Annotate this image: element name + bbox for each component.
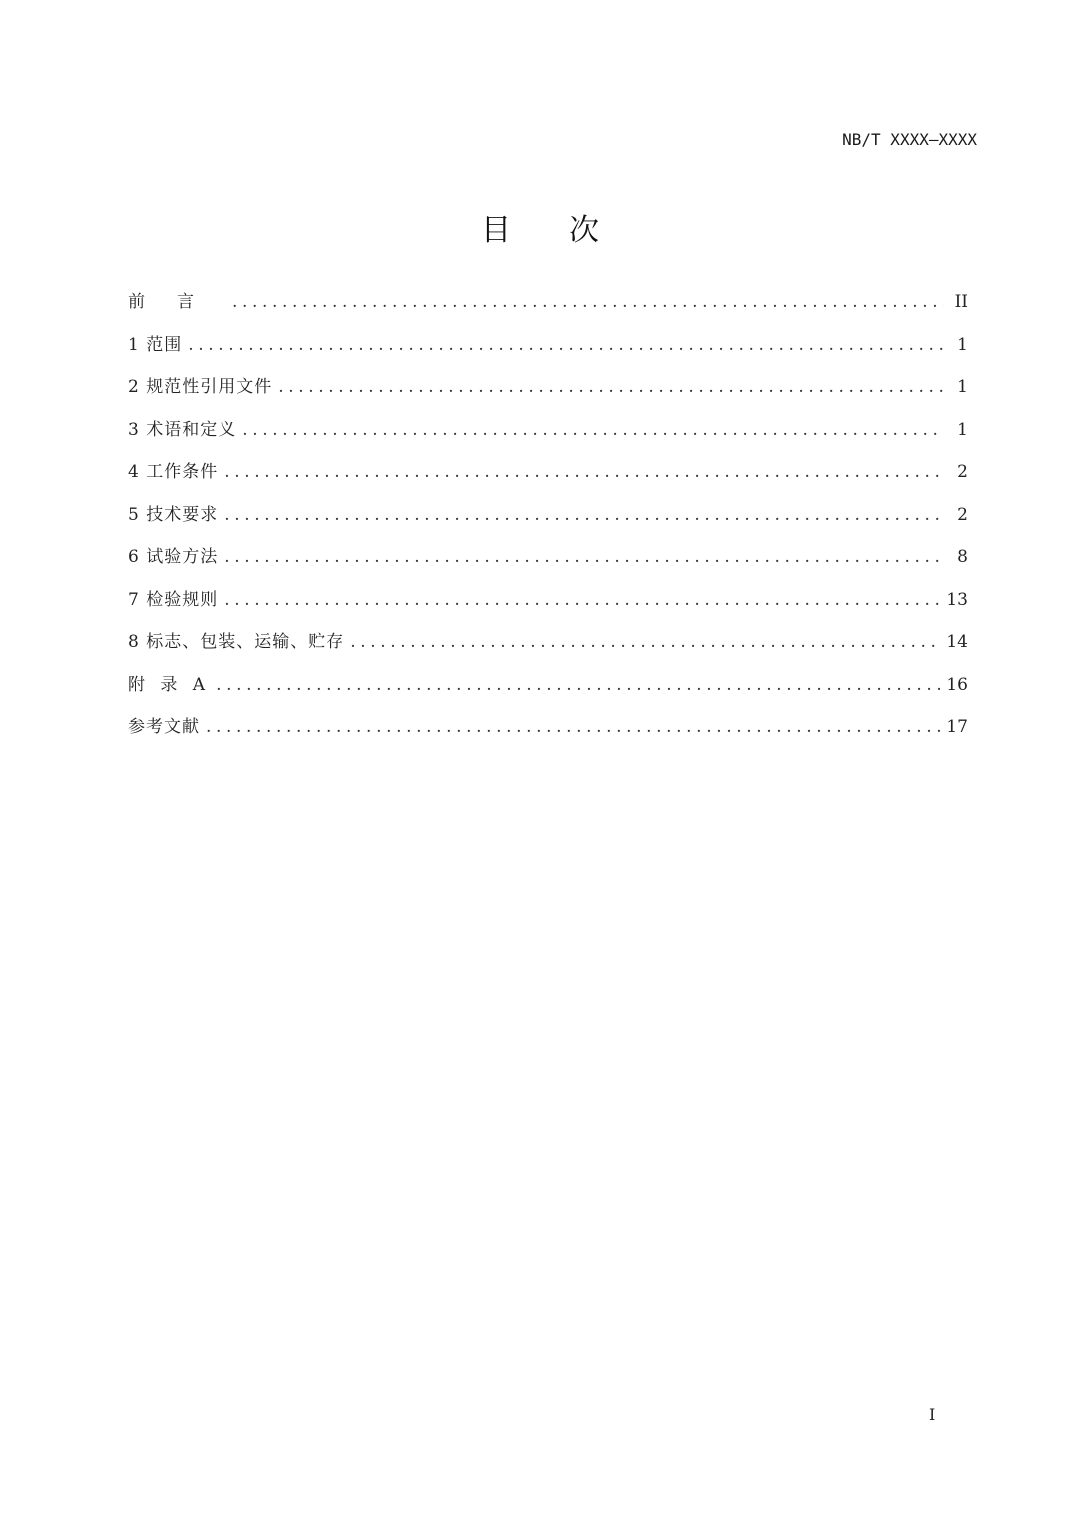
toc-entry-page: 13 bbox=[946, 589, 968, 610]
toc-entry-label: 附 录 A bbox=[128, 674, 211, 695]
document-code: NB/T XXXX—XXXX bbox=[842, 130, 977, 149]
toc-entry-label: 8 标志、包装、运输、贮存 bbox=[128, 632, 345, 652]
toc-entry-technical-requirements[interactable] bbox=[128, 501, 968, 544]
toc-dot-leader bbox=[224, 501, 944, 529]
toc-entry-page: 14 bbox=[946, 632, 968, 652]
toc-entry-foreword[interactable] bbox=[128, 288, 968, 331]
toc-entry-working-conditions[interactable] bbox=[128, 458, 968, 501]
table-of-contents bbox=[128, 288, 968, 756]
toc-dot-leader bbox=[278, 373, 944, 401]
toc-entry-page: II bbox=[954, 292, 968, 312]
toc-dot-leader bbox=[224, 586, 940, 614]
toc-entry-appendix-a[interactable] bbox=[128, 671, 968, 714]
toc-entry-normative-references[interactable] bbox=[128, 373, 968, 416]
toc-entry-page: 1 bbox=[957, 377, 968, 397]
page-number: I bbox=[929, 1405, 936, 1424]
toc-entry-page: 17 bbox=[946, 717, 968, 737]
toc-dot-leader bbox=[206, 713, 940, 741]
toc-entry-bibliography[interactable] bbox=[128, 713, 968, 756]
toc-entry-page: 1 bbox=[957, 419, 968, 440]
toc-entry-page: 1 bbox=[957, 334, 968, 355]
page-title: 目次 bbox=[481, 213, 657, 248]
toc-entry-label: 7 检验规则 bbox=[128, 589, 219, 610]
toc-entry-page: 2 bbox=[957, 504, 968, 525]
toc-entry-terms-definitions[interactable] bbox=[128, 416, 968, 459]
toc-entry-label: 参考文献 bbox=[128, 717, 200, 737]
toc-entry-label: 3 术语和定义 bbox=[128, 419, 237, 440]
toc-entry-label: 2 规范性引用文件 bbox=[128, 377, 273, 397]
toc-entry-test-methods[interactable] bbox=[128, 543, 968, 586]
toc-dot-leader bbox=[216, 671, 940, 699]
toc-entry-label: 6 试验方法 bbox=[128, 547, 219, 567]
toc-entry-scope[interactable] bbox=[128, 331, 968, 374]
toc-entry-inspection-rules[interactable] bbox=[128, 586, 968, 629]
toc-entry-label: 1 范围 bbox=[128, 334, 183, 355]
toc-dot-leader bbox=[232, 288, 944, 316]
toc-entry-page: 2 bbox=[957, 462, 968, 482]
toc-entry-marking-packaging[interactable] bbox=[128, 628, 968, 671]
toc-dot-leader bbox=[350, 628, 940, 656]
toc-entry-page: 16 bbox=[946, 674, 968, 695]
toc-dot-leader bbox=[224, 458, 944, 486]
toc-entry-label: 前言 bbox=[128, 292, 226, 312]
toc-dot-leader bbox=[224, 543, 944, 571]
toc-dot-leader bbox=[242, 416, 944, 444]
toc-dot-leader bbox=[188, 331, 944, 359]
toc-entry-label: 4 工作条件 bbox=[128, 462, 219, 482]
toc-entry-page: 8 bbox=[957, 547, 968, 567]
toc-entry-label: 5 技术要求 bbox=[128, 504, 219, 525]
